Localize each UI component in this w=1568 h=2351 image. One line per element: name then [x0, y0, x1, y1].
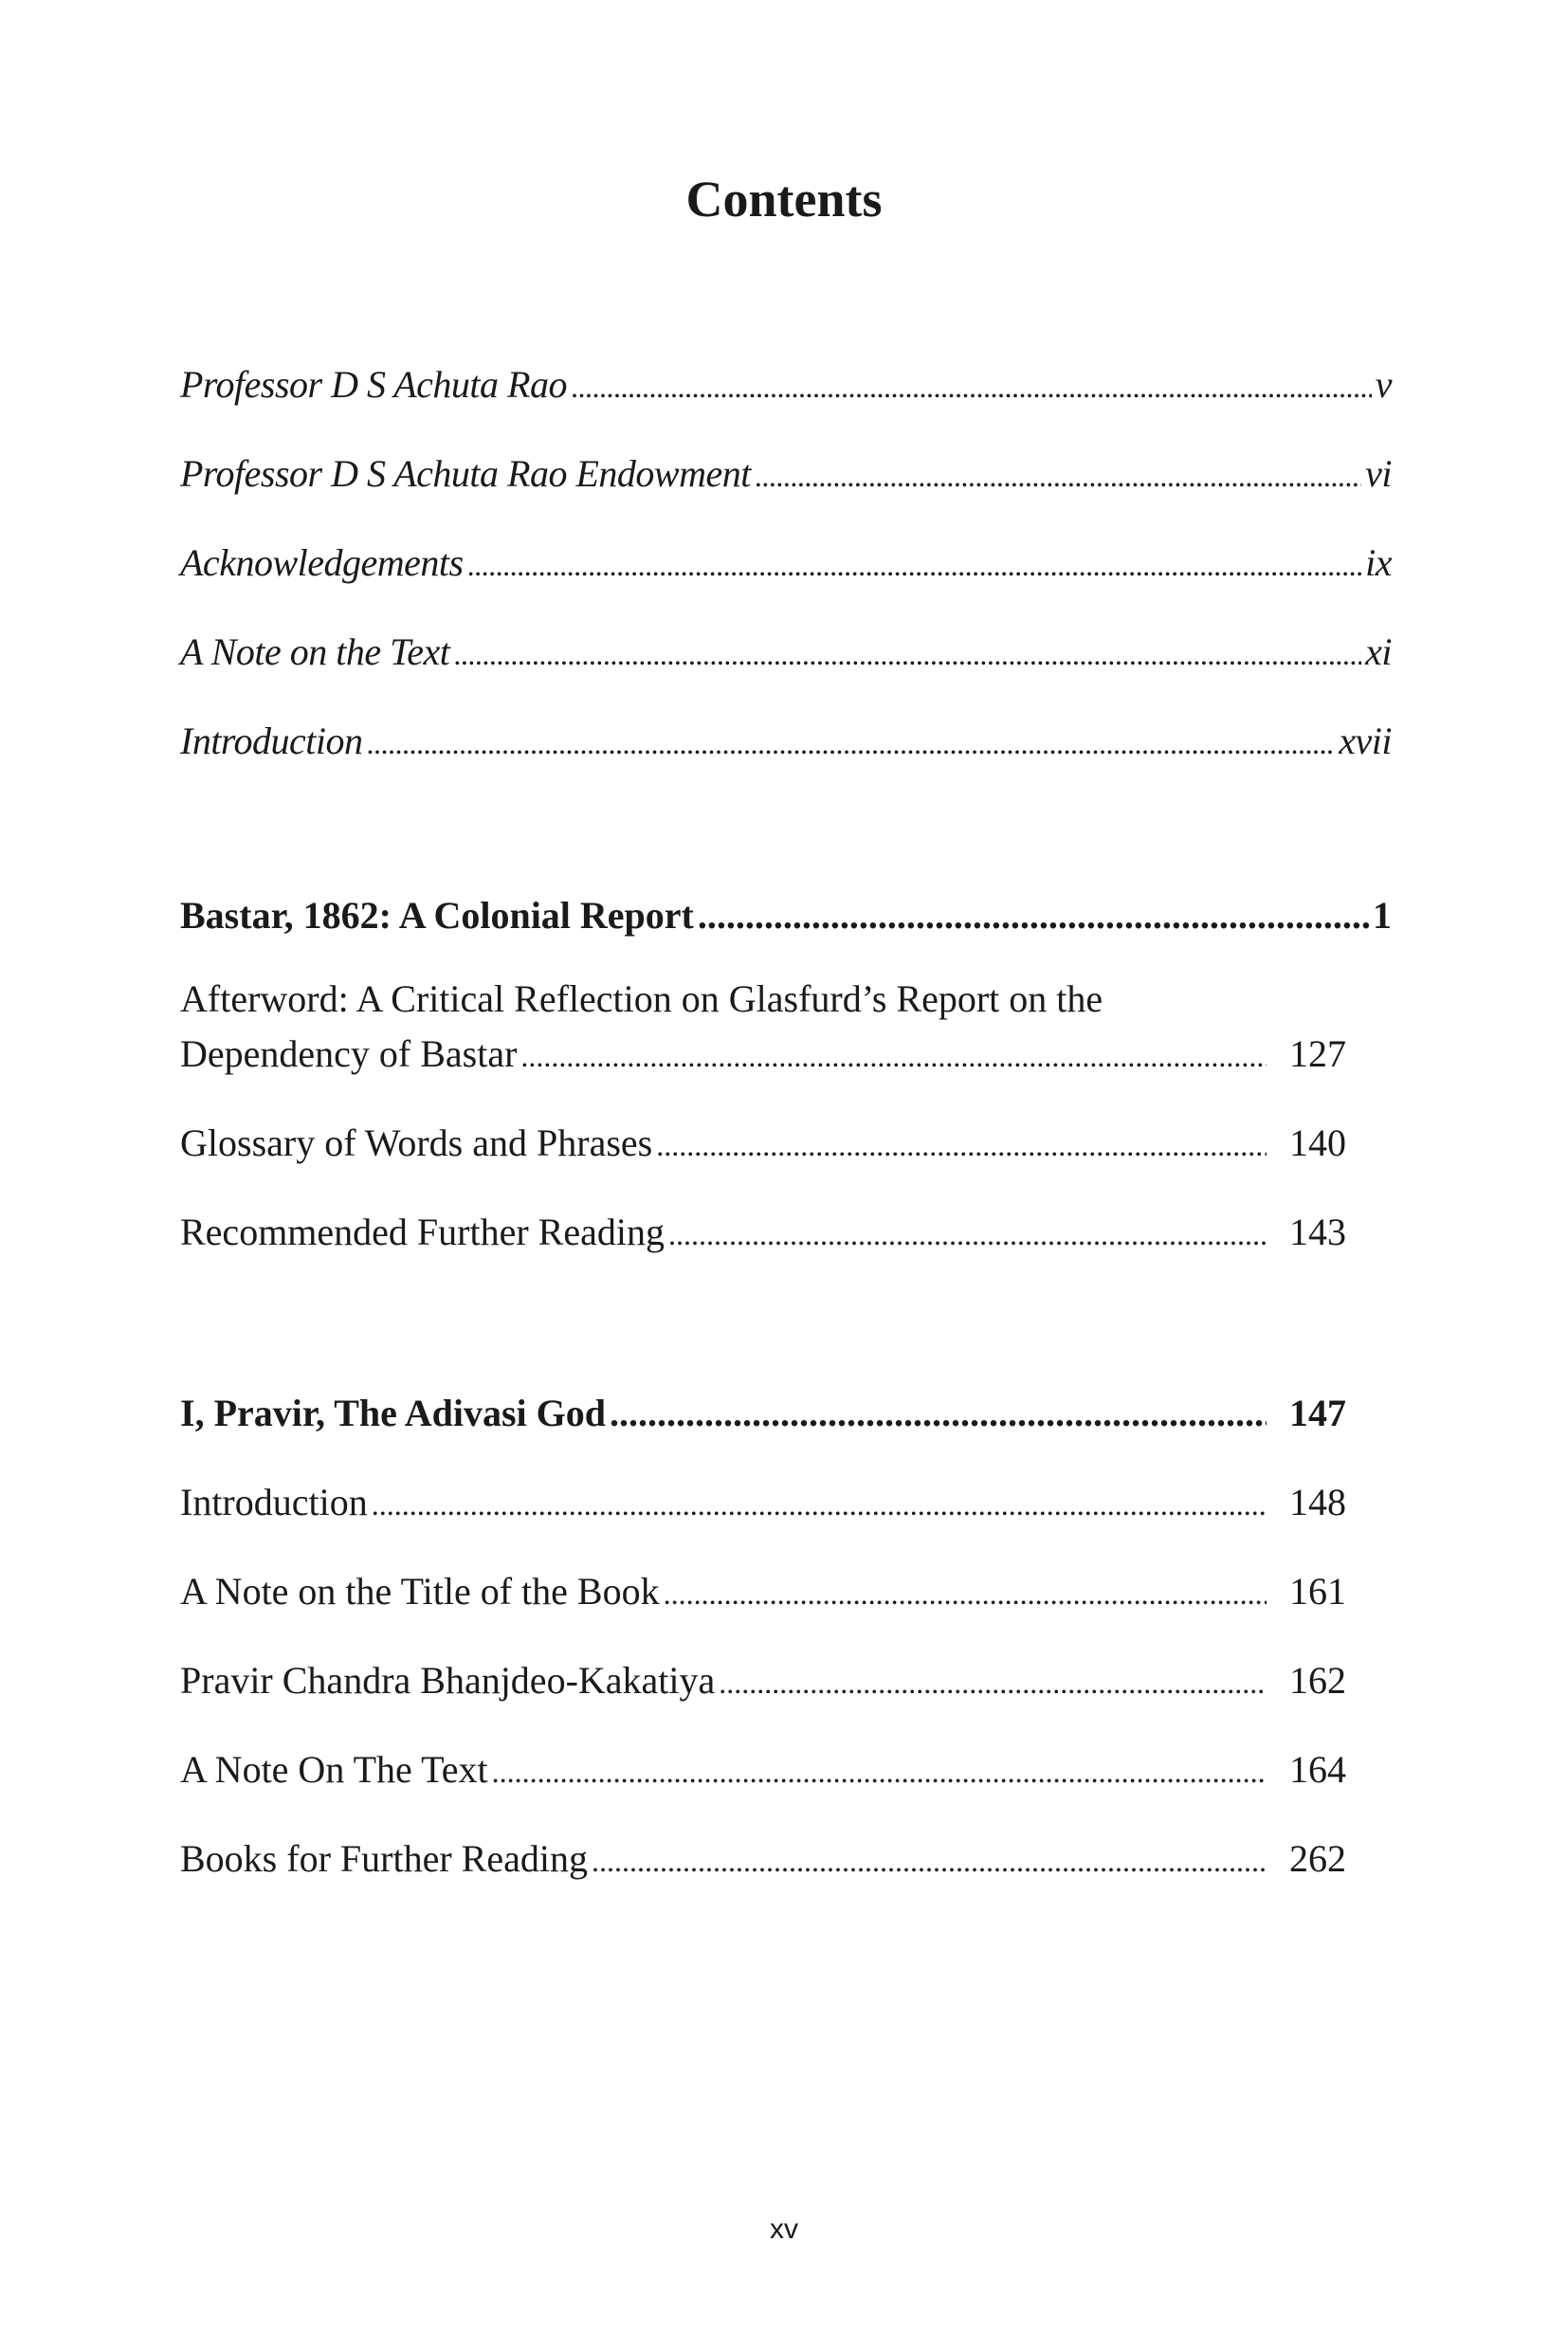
- leader-dots: [719, 1660, 1267, 1705]
- page-number: xv: [770, 2214, 798, 2245]
- leader-dots: [664, 1571, 1267, 1616]
- toc-entry-label: A Note on the Title of the Book: [180, 1570, 660, 1613]
- toc-entry-page: 262: [1289, 1837, 1346, 1880]
- leader-dots: [668, 1212, 1267, 1257]
- toc-entry-part2-2[interactable]: [180, 1569, 1380, 1616]
- toc-entry-label: Professor D S Achuta Rao: [180, 363, 567, 406]
- leader-dots: [372, 1482, 1267, 1527]
- toc-part-page: 1: [1373, 894, 1392, 937]
- toc-entry-label: Glossary of Words and Phrases: [180, 1121, 653, 1164]
- toc-part-2-heading[interactable]: [180, 1391, 1380, 1436]
- toc-entry-part2-5[interactable]: [180, 1836, 1380, 1884]
- leader-dots: [610, 1391, 1267, 1436]
- toc-entry-label: Acknowledgements: [180, 541, 464, 584]
- leader-dots: [367, 720, 1336, 766]
- toc-entry-page: xi: [1365, 630, 1392, 673]
- leader-dots: [492, 1749, 1267, 1795]
- toc-part-1-heading[interactable]: [180, 893, 1392, 939]
- toc-entry-page: v: [1375, 363, 1392, 406]
- toc-entry-label: Professor D S Achuta Rao Endowment: [180, 452, 751, 495]
- toc-entry-page: xvii: [1339, 720, 1392, 762]
- toc-entry-label: Dependency of Bastar: [180, 1032, 518, 1075]
- toc-entry-front-1[interactable]: [180, 362, 1392, 410]
- leader-dots: [755, 453, 1361, 499]
- toc-entry-part1-3[interactable]: [180, 1210, 1380, 1257]
- toc-entry-page: ix: [1365, 541, 1392, 584]
- toc-entry-page: 140: [1289, 1121, 1346, 1164]
- toc-entry-page: 161: [1289, 1570, 1346, 1613]
- toc-entry-label: Books for Further Reading: [180, 1837, 588, 1880]
- toc-entry-front-2[interactable]: [180, 451, 1392, 499]
- toc-entry-label-line1: Afterword: A Critical Reflection on Glasfurd’s Report on the: [180, 977, 1103, 1020]
- toc-entry-front-5[interactable]: [180, 719, 1392, 766]
- toc-entry-part1-2[interactable]: [180, 1121, 1380, 1168]
- toc-entry-page: 148: [1289, 1481, 1346, 1523]
- toc-entry-part2-1[interactable]: [180, 1480, 1380, 1527]
- toc-entry-part2-3[interactable]: [180, 1658, 1380, 1705]
- toc-entry-page: 127: [1289, 1032, 1346, 1075]
- toc-entry-label: Pravir Chandra Bhanjdeo-Kakatiya: [180, 1659, 716, 1702]
- toc-entry-part2-4[interactable]: [180, 1747, 1380, 1795]
- leader-dots: [571, 364, 1372, 410]
- toc-entry-front-4[interactable]: [180, 629, 1392, 677]
- toc-part-title: I, Pravir, The Adivasi God: [180, 1392, 606, 1434]
- toc-entry-page: vi: [1365, 452, 1392, 495]
- leader-dots: [698, 893, 1369, 939]
- leader-dots: [453, 631, 1361, 677]
- page-title: Contents: [685, 171, 883, 228]
- toc-entry-label: A Note on the Text: [180, 630, 450, 673]
- leader-dots: [656, 1122, 1267, 1168]
- toc-part-page: 147: [1289, 1392, 1346, 1434]
- toc-entry-page: 164: [1289, 1748, 1346, 1791]
- toc-entry-label: A Note On The Text: [180, 1748, 488, 1791]
- toc-entry-page: 143: [1289, 1211, 1346, 1253]
- leader-dots: [592, 1838, 1267, 1884]
- toc-part-title: Bastar, 1862: A Colonial Report: [180, 894, 694, 937]
- toc-entry-label: Introduction: [180, 720, 363, 762]
- toc-entry-part1-1[interactable]: [180, 1031, 1380, 1079]
- toc-entry-front-3[interactable]: [180, 540, 1392, 588]
- leader-dots: [467, 542, 1362, 588]
- toc-entry-page: 162: [1289, 1659, 1346, 1702]
- leader-dots: [520, 1033, 1267, 1079]
- toc-entry-label: Introduction: [180, 1481, 368, 1523]
- toc-entry-label: Recommended Further Reading: [180, 1211, 665, 1253]
